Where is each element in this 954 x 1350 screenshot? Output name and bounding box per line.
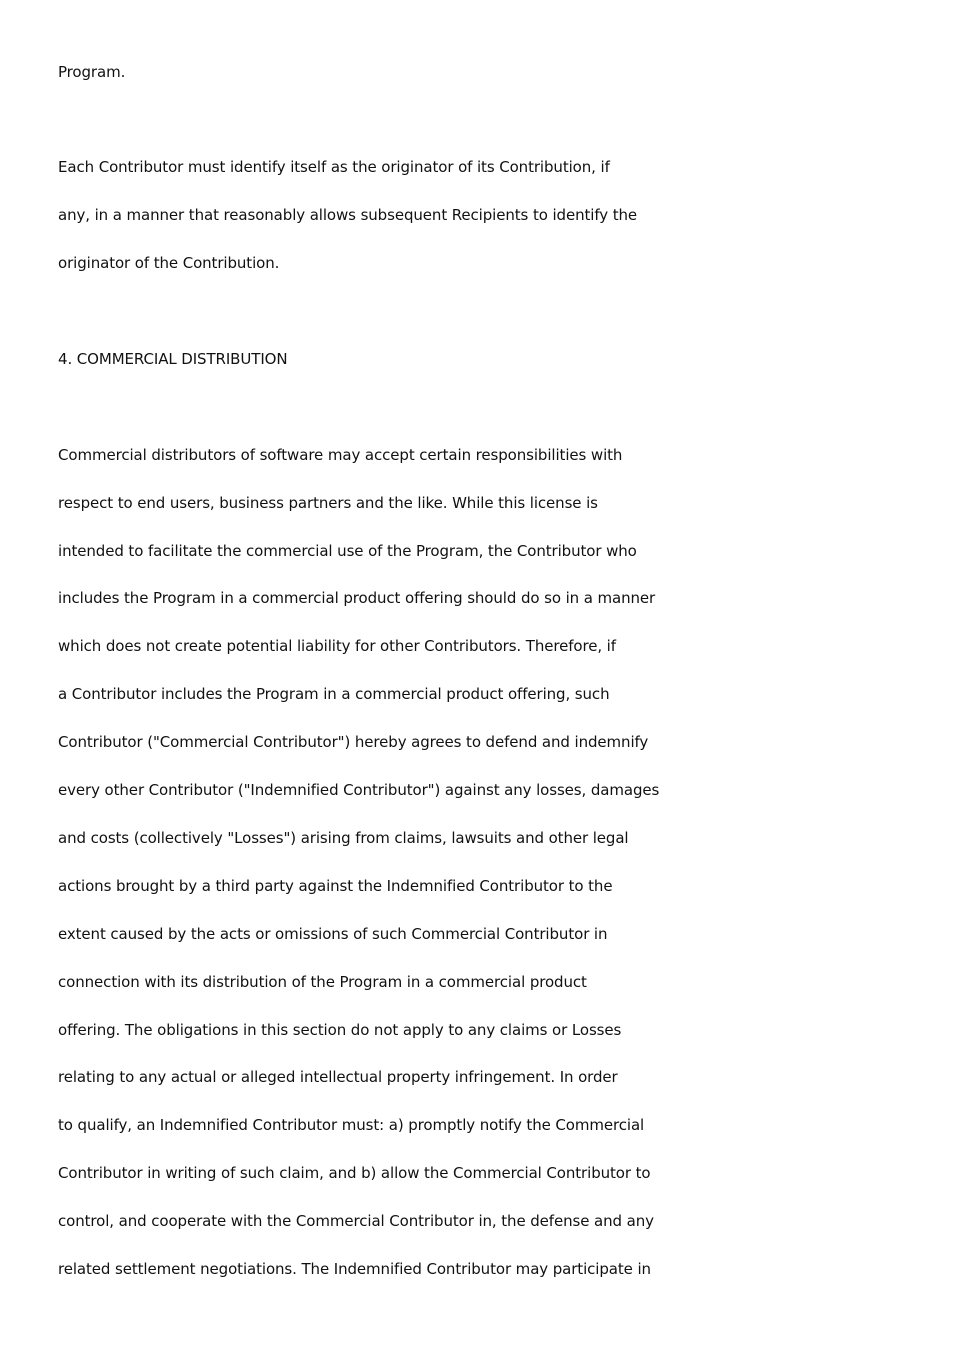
text-line: to qualify, an Indemnified Contributor must: a) promptly notify the Commercial: [58, 1116, 645, 1134]
text-line: intended to facilitate the commercial use of the Program, the Contributor who: [58, 542, 637, 560]
text-line: control, and cooperate with the Commercial Contributor in, the defense and any: [58, 1212, 654, 1230]
text-line: Contributor in writing of such claim, and b) allow the Commercial Contributor to: [58, 1164, 651, 1182]
text-line: offering. The obligations in this section do not apply to any claims or Losses: [58, 1021, 622, 1039]
text-line: actions brought by a third party against the Indemnified Contributor to the: [58, 877, 613, 895]
text-line: every other Contributor ("Indemnified Contributor") against any losses, damages: [58, 781, 660, 799]
text-line: extent caused by the acts or omissions of such Commercial Contributor in: [58, 925, 608, 943]
text-line: includes the Program in a commercial product offering should do so in a manner: [58, 589, 656, 607]
text-line: Contributor ("Commercial Contributor") hereby agrees to defend and indemnify: [58, 733, 649, 751]
text-line: a Contributor includes the Program in a commercial product offering, such: [58, 685, 610, 703]
text-line: and costs (collectively "Losses") arising from claims, lawsuits and other legal: [58, 829, 629, 847]
text-line: respect to end users, business partners and the like. While this license is: [58, 494, 598, 512]
text-line: which does not create potential liability for other Contributors. Therefore, if: [58, 637, 616, 655]
section-heading: 4. COMMERCIAL DISTRIBUTION: [58, 350, 288, 368]
text-line: Each Contributor must identify itself as the originator of its Contribution, if: [58, 158, 610, 176]
text-line: Commercial distributors of software may accept certain responsibilities with: [58, 446, 623, 464]
text-line: connection with its distribution of the Program in a commercial product: [58, 973, 587, 991]
text-line: related settlement negotiations. The Indemnified Contributor may participate in: [58, 1260, 651, 1278]
text-line: Program.: [58, 63, 126, 81]
text-line: any, in a manner that reasonably allows subsequent Recipients to identify the: [58, 206, 638, 224]
text-line: relating to any actual or alleged intellectual property infringement. In order: [58, 1068, 618, 1086]
text-line: originator of the Contribution.: [58, 254, 280, 272]
